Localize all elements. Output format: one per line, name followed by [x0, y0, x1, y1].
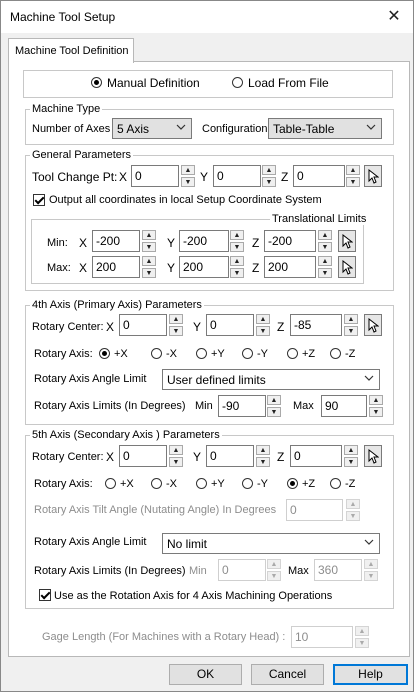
max-y-spinner[interactable]: [230, 256, 244, 278]
gage-length-label: Gage Length (For Machines with a Rotary Head) :: [42, 631, 286, 643]
spin-down-icon[interactable]: ▼: [344, 457, 358, 467]
axis5-radio-plus-x[interactable]: [105, 478, 116, 489]
spin-down-icon[interactable]: ▼: [169, 457, 183, 467]
spin-down-icon[interactable]: ▼: [318, 268, 332, 278]
spin-down-icon[interactable]: ▼: [344, 326, 358, 336]
axis4-center-y-input[interactable]: 0: [206, 314, 254, 336]
spin-up-icon[interactable]: ▲: [355, 626, 369, 636]
manual-definition-label: Manual Definition: [107, 76, 200, 90]
axis4-option-minus-y: -Y: [257, 348, 268, 360]
axis5-center-y-label: Y: [193, 450, 202, 464]
spin-up-icon[interactable]: ▲: [346, 165, 360, 175]
tool-change-z-label: Z: [281, 170, 289, 184]
axis4-min-spinner[interactable]: [267, 395, 281, 417]
spin-down-icon[interactable]: ▼: [142, 242, 156, 252]
min-label: Min:: [47, 237, 68, 249]
axis5-radio-plus-z[interactable]: [287, 478, 298, 489]
spin-down-icon[interactable]: ▼: [364, 571, 378, 581]
axis5-min-spinner[interactable]: [267, 559, 281, 581]
axis5-tilt-input[interactable]: 0: [286, 499, 343, 521]
axis4-radio-plus-y[interactable]: [196, 348, 207, 359]
min-z-input[interactable]: -200: [264, 230, 316, 252]
min-y-input[interactable]: -200: [179, 230, 229, 252]
axis5-angle-limit-value: No limit: [167, 537, 208, 551]
axis4-center-z-label: Z: [277, 320, 285, 334]
min-pick-button[interactable]: [338, 230, 356, 252]
axis4-option-plus-z: +Z: [302, 348, 316, 360]
axis5-center-x-spinner[interactable]: [169, 445, 183, 467]
general-parameters-title: General Parameters: [32, 149, 132, 161]
axis4-center-z-spinner[interactable]: [344, 314, 358, 336]
configuration-label: Configuration: [202, 123, 268, 135]
axis5-angle-limit-label: Rotary Axis Angle Limit: [34, 536, 147, 548]
axis5-radio-minus-x[interactable]: [151, 478, 162, 489]
axis4-limits-label: Rotary Axis Limits (In Degrees): [34, 400, 186, 412]
chevron-down-icon: [176, 122, 186, 132]
tool-change-x-input[interactable]: 0: [131, 165, 179, 187]
spin-down-icon[interactable]: ▼: [267, 571, 281, 581]
tool-change-y-input[interactable]: 0: [213, 165, 261, 187]
max-x-input[interactable]: 200: [92, 256, 140, 278]
title-bar: [1, 1, 413, 33]
axis5-radio-plus-y[interactable]: [196, 478, 207, 489]
axis4-angle-limit-value: User defined limits: [167, 373, 266, 387]
axis5-min-label: Min: [189, 565, 207, 577]
cancel-button[interactable]: Cancel: [251, 664, 324, 685]
max-z-label: Z: [252, 261, 260, 275]
max-x-spinner[interactable]: [142, 256, 156, 278]
configuration-select[interactable]: [268, 118, 382, 139]
spin-down-icon[interactable]: ▼: [256, 457, 270, 467]
spin-down-icon[interactable]: ▼: [142, 268, 156, 278]
axis5-min-input[interactable]: 0: [218, 559, 266, 581]
max-z-input[interactable]: 200: [264, 256, 316, 278]
max-x-label: X: [79, 261, 88, 275]
spin-down-icon[interactable]: ▼: [355, 638, 369, 648]
axis4-center-x-spinner[interactable]: [169, 314, 183, 336]
chevron-down-icon: [366, 122, 376, 132]
tool-change-label: Tool Change Pt:: [32, 170, 118, 184]
axis5-option-minus-y: -Y: [257, 478, 268, 490]
number-of-axes-label: Number of Axes: [32, 123, 111, 135]
load-from-file-label: Load From File: [248, 76, 329, 90]
spin-up-icon[interactable]: ▲: [230, 230, 244, 240]
axis4-max-input[interactable]: 90: [321, 395, 367, 417]
axis5-option-plus-z: +Z: [302, 478, 316, 490]
axis4-option-plus-y: +Y: [211, 348, 225, 360]
min-x-spinner[interactable]: [142, 230, 156, 252]
axis4-option-minus-z: -Z: [345, 348, 356, 360]
min-z-label: Z: [252, 236, 260, 250]
spin-up-icon[interactable]: ▲: [181, 165, 195, 175]
spin-up-icon[interactable]: ▲: [318, 230, 332, 240]
spin-down-icon[interactable]: ▼: [346, 177, 360, 187]
axis4-radio-minus-y[interactable]: [242, 348, 253, 359]
axis5-center-pick-button[interactable]: [364, 445, 382, 467]
help-button[interactable]: Help: [333, 664, 408, 685]
spin-down-icon[interactable]: ▼: [256, 326, 270, 336]
tool-change-pick-button[interactable]: [364, 165, 382, 187]
axis5-tilt-spinner[interactable]: [346, 499, 360, 521]
axis4-center-pick-button[interactable]: [364, 314, 382, 336]
tab-machine-tool-definition[interactable]: [8, 38, 134, 63]
spin-down-icon[interactable]: ▼: [181, 177, 195, 187]
axis5-option-plus-y: +Y: [211, 478, 225, 490]
axis4-max-label: Max: [293, 400, 314, 412]
pick-point-icon: [368, 449, 379, 464]
chevron-down-icon: [364, 537, 374, 547]
min-z-spinner[interactable]: [318, 230, 332, 252]
spin-up-icon[interactable]: ▲: [230, 256, 244, 266]
spin-up-icon[interactable]: ▲: [169, 314, 183, 324]
axis4-option-plus-x: +X: [114, 348, 128, 360]
axis5-limits-label: Rotary Axis Limits (In Degrees): [34, 565, 186, 577]
spin-down-icon[interactable]: ▼: [230, 242, 244, 252]
tool-change-z-input[interactable]: 0: [293, 165, 345, 187]
max-z-spinner[interactable]: [318, 256, 332, 278]
spin-down-icon[interactable]: ▼: [346, 511, 360, 521]
axis5-center-x-label: X: [106, 450, 115, 464]
tool-change-x-spinner[interactable]: [181, 165, 195, 187]
spin-down-icon[interactable]: ▼: [262, 177, 276, 187]
spin-down-icon[interactable]: ▼: [318, 242, 332, 252]
axis5-center-y-spinner[interactable]: [256, 445, 270, 467]
axis4-angle-limit-select[interactable]: [162, 369, 380, 390]
pick-point-icon: [342, 234, 353, 249]
use-rotation-axis-checkbox[interactable]: [39, 589, 51, 601]
axis5-max-input[interactable]: 360: [314, 559, 362, 581]
spin-up-icon[interactable]: ▲: [262, 165, 276, 175]
close-icon[interactable]: ✕: [387, 8, 401, 25]
gage-length-spinner[interactable]: [355, 626, 369, 648]
spin-up-icon[interactable]: ▲: [318, 256, 332, 266]
ok-button[interactable]: OK: [169, 664, 242, 685]
axis5-option-plus-x: +X: [120, 478, 134, 490]
spin-up-icon[interactable]: ▲: [344, 314, 358, 324]
spin-up-icon[interactable]: ▲: [256, 314, 270, 324]
axis5-rotary-axis-label: Rotary Axis:: [34, 478, 93, 490]
axis4-min-input[interactable]: -90: [218, 395, 266, 417]
axis4-center-z-input[interactable]: -85: [290, 314, 342, 336]
spin-down-icon[interactable]: ▼: [230, 268, 244, 278]
axis5-center-z-input[interactable]: 0: [290, 445, 342, 467]
max-y-label: Y: [167, 261, 176, 275]
tool-change-y-spinner[interactable]: [262, 165, 276, 187]
axis5-option-minus-x: -X: [166, 478, 177, 490]
axis4-option-minus-x: -X: [166, 348, 177, 360]
axis5-center-x-input[interactable]: 0: [119, 445, 167, 467]
spin-down-icon[interactable]: ▼: [369, 407, 383, 417]
axis5-rotary-center-label: Rotary Center:: [32, 451, 104, 463]
tab-panel: [8, 61, 410, 657]
max-pick-button[interactable]: [338, 256, 356, 278]
spin-down-icon[interactable]: ▼: [267, 407, 281, 417]
load-from-file-radio[interactable]: [232, 77, 243, 88]
min-x-input[interactable]: -200: [92, 230, 140, 252]
axis4-radio-plus-x[interactable]: [99, 348, 110, 359]
min-y-label: Y: [167, 236, 176, 250]
axis4-center-y-label: Y: [193, 320, 202, 334]
output-local-label: Output all coordinates in local Setup Coordinate System: [49, 194, 322, 206]
spin-up-icon[interactable]: ▲: [169, 445, 183, 455]
definition-mode-group: [23, 70, 393, 98]
spin-up-icon[interactable]: ▲: [267, 395, 281, 405]
spin-up-icon[interactable]: ▲: [267, 559, 281, 569]
machine-type-title: Machine Type: [32, 103, 101, 115]
axis5-tilt-label: Rotary Axis Tilt Angle (Nutating Angle) In Degrees: [34, 504, 277, 516]
axis5-angle-limit-select[interactable]: [162, 533, 380, 554]
axis4-min-label: Min: [195, 400, 213, 412]
use-rotation-axis-label: Use as the Rotation Axis for 4 Axis Machining Operations: [54, 590, 333, 602]
axis5-radio-minus-y[interactable]: [242, 478, 253, 489]
axis4-max-spinner[interactable]: [369, 395, 383, 417]
spin-up-icon[interactable]: ▲: [142, 230, 156, 240]
axis5-center-z-label: Z: [277, 450, 285, 464]
tool-change-y-label: Y: [200, 170, 209, 184]
axis5-max-spinner[interactable]: [364, 559, 378, 581]
axis4-rotary-center-label: Rotary Center:: [32, 321, 104, 333]
number-of-axes-select[interactable]: [112, 118, 192, 139]
axis4-center-x-input[interactable]: 0: [119, 314, 167, 336]
axis5-center-z-spinner[interactable]: [344, 445, 358, 467]
axis4-radio-plus-z[interactable]: [287, 348, 298, 359]
axis4-angle-limit-label: Rotary Axis Angle Limit: [34, 373, 147, 385]
number-of-axes-value: 5 Axis: [117, 122, 150, 136]
manual-definition-radio[interactable]: [91, 77, 102, 88]
max-y-input[interactable]: 200: [179, 256, 229, 278]
axis5-max-label: Max: [288, 565, 309, 577]
axis5-option-minus-z: -Z: [345, 478, 356, 490]
max-label: Max:: [47, 262, 71, 274]
axis5-title: 5th Axis (Secondary Axis ) Parameters: [32, 429, 220, 441]
axis4-radio-minus-x[interactable]: [151, 348, 162, 359]
window-title: Machine Tool Setup: [10, 10, 116, 24]
configuration-value: Table-Table: [273, 122, 335, 136]
spin-up-icon[interactable]: ▲: [369, 395, 383, 405]
chevron-down-icon: [364, 373, 374, 383]
spin-up-icon[interactable]: ▲: [256, 445, 270, 455]
spin-up-icon[interactable]: ▲: [142, 256, 156, 266]
min-y-spinner[interactable]: [230, 230, 244, 252]
spin-up-icon[interactable]: ▲: [364, 559, 378, 569]
spin-up-icon[interactable]: ▲: [344, 445, 358, 455]
axis4-center-x-label: X: [106, 320, 115, 334]
pick-point-icon: [368, 318, 379, 333]
tool-change-z-spinner[interactable]: [346, 165, 360, 187]
pick-point-icon: [342, 260, 353, 275]
gage-length-input[interactable]: 10: [291, 626, 353, 648]
axis4-center-y-spinner[interactable]: [256, 314, 270, 336]
axis4-radio-minus-z[interactable]: [330, 348, 341, 359]
pick-point-icon: [368, 169, 379, 184]
axis5-center-y-input[interactable]: 0: [206, 445, 254, 467]
output-local-checkbox[interactable]: [33, 194, 45, 206]
spin-down-icon[interactable]: ▼: [169, 326, 183, 336]
axis4-title: 4th Axis (Primary Axis) Parameters: [32, 299, 202, 311]
tool-change-x-label: X: [119, 170, 128, 184]
tab-label: Machine Tool Definition: [15, 45, 129, 57]
spin-up-icon[interactable]: ▲: [346, 499, 360, 509]
translational-limits-title: Translational Limits: [272, 213, 367, 225]
axis4-rotary-axis-label: Rotary Axis:: [34, 348, 93, 360]
axis5-radio-minus-z[interactable]: [330, 478, 341, 489]
min-x-label: X: [79, 236, 88, 250]
